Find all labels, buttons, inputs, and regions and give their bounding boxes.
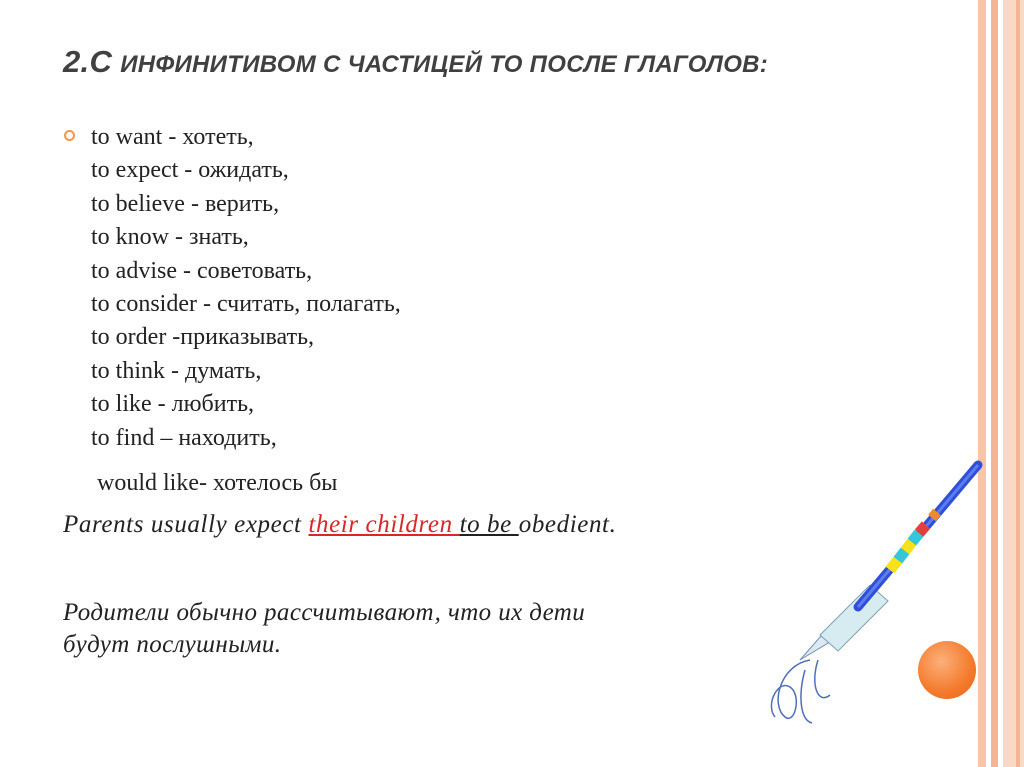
list-item: to advise - советовать, — [91, 257, 313, 284]
translation-line: будут послушными. — [63, 631, 282, 658]
list-item: to want - хотеть, — [91, 124, 254, 150]
would-like-line: would like- хотелось бы — [97, 470, 338, 496]
title-text: ИНФИНИТИВОМ С ЧАСТИЦЕЙ TO ПОСЛЕ ГЛАГОЛОВ: — [120, 51, 769, 78]
decor-stripe — [991, 0, 998, 767]
list-item: to consider - считать, полагать, — [91, 291, 401, 318]
highlighted-object: their children — [308, 511, 460, 538]
list-item: to like - любить, — [91, 391, 255, 418]
decor-stripe — [1003, 0, 1024, 767]
translation-line: Родители обычно рассчитывают, что их дети — [63, 599, 586, 626]
example-text: obedient. — [518, 511, 617, 538]
underlined-infinitive: to be — [459, 511, 519, 538]
list-item: to think - думать, — [91, 357, 262, 384]
decor-stripe — [1016, 0, 1020, 767]
verb-list — [91, 121, 401, 455]
title-number: 2.С — [63, 44, 113, 79]
example-text: Parents usually expect — [63, 511, 309, 538]
example-english — [63, 511, 616, 539]
orange-circle-icon — [918, 641, 976, 699]
list-item: to know - знать, — [91, 224, 249, 251]
list-item: to find – находить, — [91, 424, 277, 451]
list-item: to order -приказывать, — [91, 324, 315, 351]
example-russian — [63, 597, 585, 661]
bullet-icon — [64, 130, 75, 141]
list-item: to believe - верить, — [91, 190, 280, 217]
slide-title — [63, 44, 768, 80]
list-item: to expect - ожидать, — [91, 157, 289, 184]
